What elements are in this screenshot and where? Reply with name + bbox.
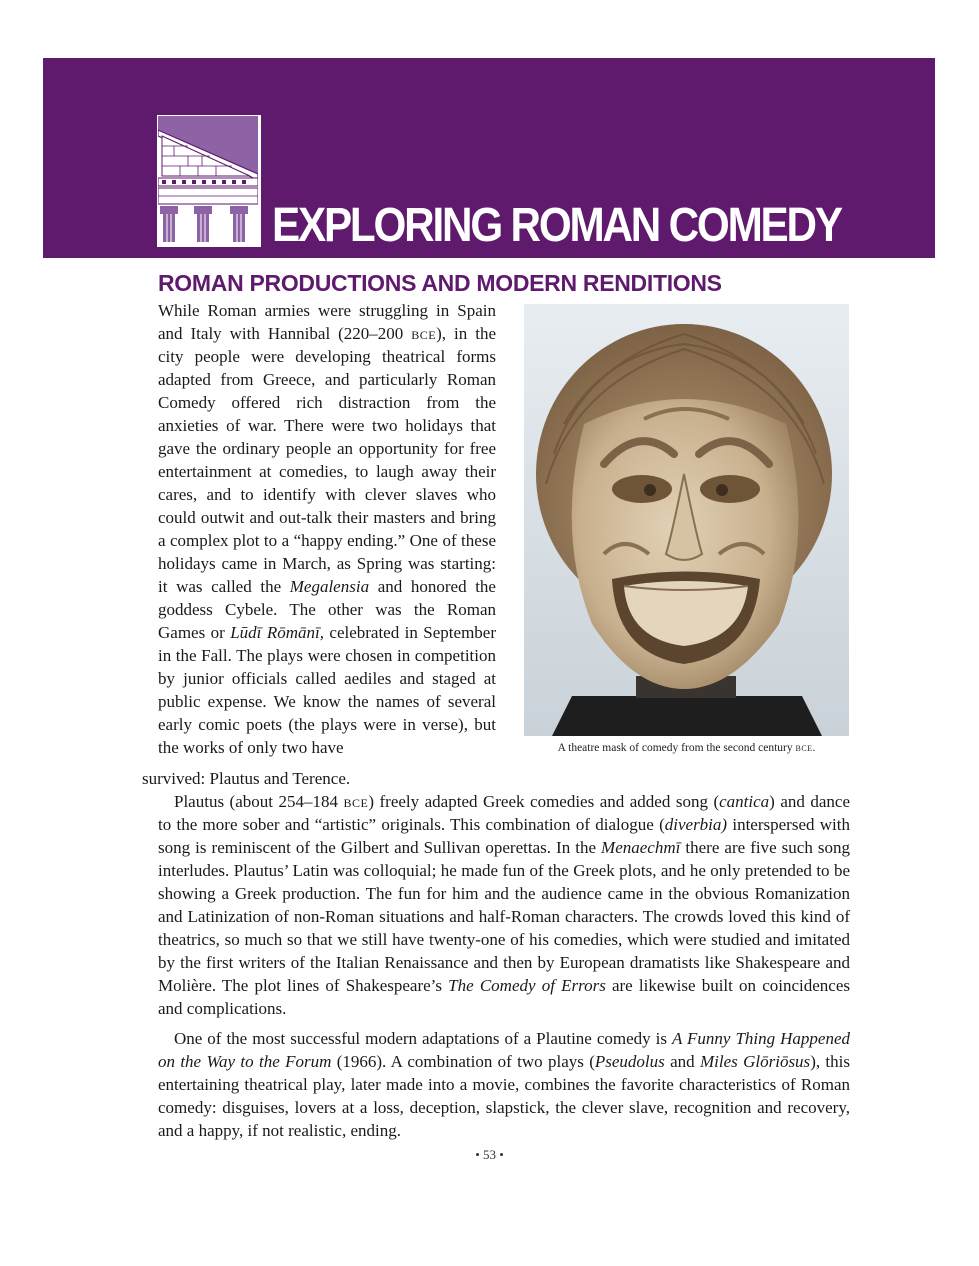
body-paragraph-adaptations: One of the most successful modern adaptations of a Plautine comedy is A Funny Thing Happened on the Way to the Forum (1966). A combination of two plays (Pseudolus and Miles Glōriōsus), this entertaining theatrical play, later made into a movie, combines the favorite characteristics of Roman comedy: disguises, lovers at a loss, deception, slapstick, the clever slave, recognition and recovery, and a happy, if not realistic, ending. bbox=[158, 1029, 851, 1140]
intro-paragraph: While Roman armies were struggling in Spain and Italy with Hannibal (220–200 bce), in the city people were developing theatrical forms adapted from Greece, and particularly Roman Comedy offered rich distraction from the anxieties of war. There were two holidays that gave the ordinary people an opportunity for free entertainment at comedies, to laugh away their cares, and to identify with clever slaves who could outwit and out-talk their masters and bring a complex plot to a “happy ending.” One of these holidays came in March, as Spring was starting: it was called the Megalensia and honored the goddess Cybele. The other was the Roman Games or Lūdī Rōmānī, celebrated in September in the Fall. The plays were chosen in competition by junior officials called aediles and staged at public expense. We know the names of several early comic poets (the plays were in verse), but the works of only two have bbox=[158, 301, 496, 757]
temple-icon bbox=[157, 115, 261, 247]
figure-caption: A theatre mask of comedy from the second century bce. bbox=[557, 742, 816, 754]
section-heading: ROMAN PRODUCTIONS AND MODERN RENDITIONS bbox=[158, 270, 722, 296]
chapter-title: EXPLORING ROMAN COMEDY bbox=[272, 199, 841, 252]
page-number: • 53 • bbox=[475, 1147, 504, 1162]
body-paragraph-plautus: Plautus (about 254–184 bce) freely adapted Greek comedies and added song (cantica) and dance to the more sober and “artistic” originals. This combination of dialogue (diverbia) interspersed with song is reminiscent of the Gilbert and Sullivan operettas. In the Menaechmī there are five such song interludes. Plautus’ Latin was colloquial; he made fun of the Greek plots, and he only pretended to be showing a Greek production. The fun for him and the audience came in the obvious Romanization and Latinization of non-Roman situations and half-Roman characters. The crowds loved this kind of theatrics, so much so that we still have twenty-one of his comedies, which were studied and imitated by the first writers of the Italian Renaissance and then by European dramatists like Shakespeare and Molière. The plot lines of Shakespeare’s The Comedy of Errors are likewise built on coincidences and complications. bbox=[158, 792, 851, 1018]
comedy-mask-photo bbox=[524, 304, 849, 736]
